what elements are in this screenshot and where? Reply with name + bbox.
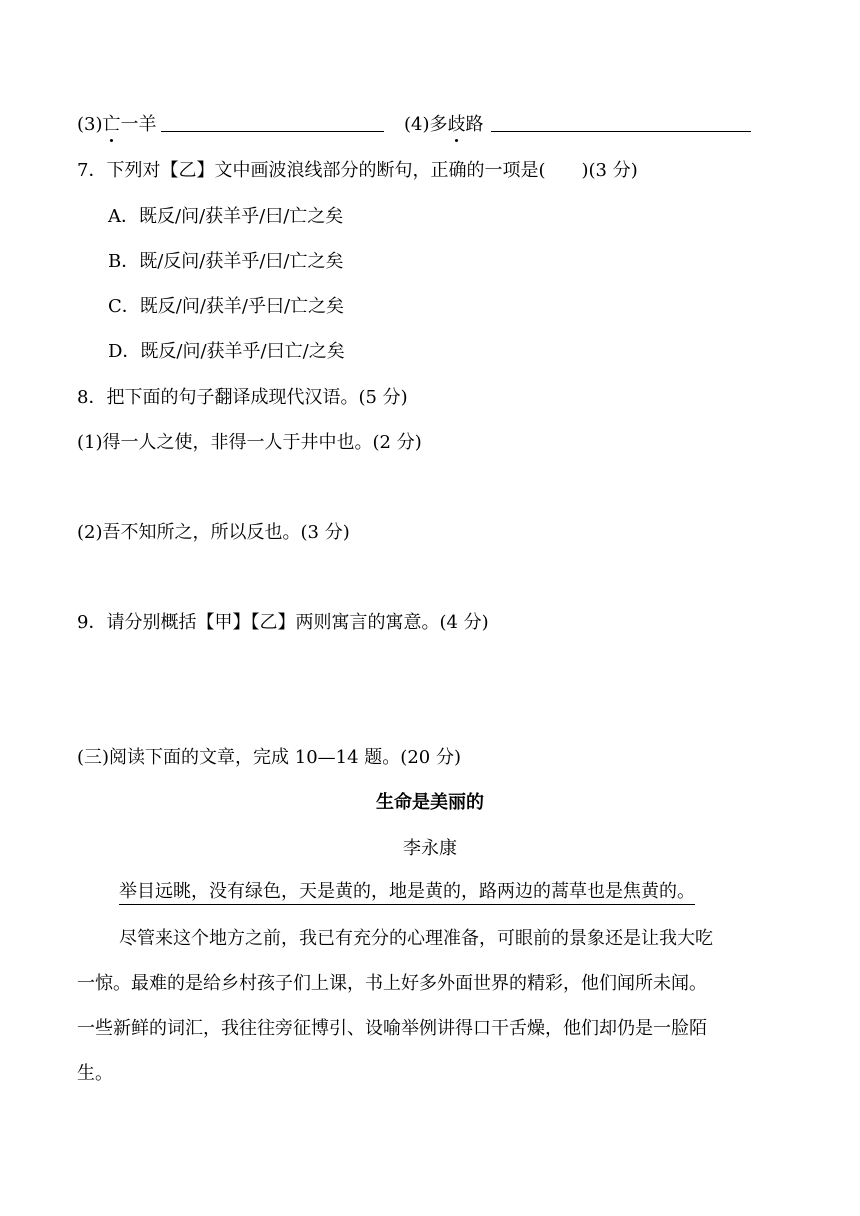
q6-item-4-answer-blank[interactable] bbox=[491, 113, 751, 132]
article-author: 李永康 bbox=[403, 838, 457, 859]
q6-item-4 bbox=[404, 113, 484, 137]
q7-stem-text: 7．下列对【乙】文中画波浪线部分的断句，正确的一项是( bbox=[77, 160, 546, 181]
q6-item-4-dotted-char: 歧 bbox=[447, 114, 466, 135]
q7-option-d: D．既反/问/获羊乎/曰亡/之矣 bbox=[108, 341, 345, 362]
paragraph-line-4: 生。 bbox=[77, 1063, 113, 1084]
q6-item-3-rest: 一羊 bbox=[120, 114, 157, 135]
underlined-sentence-text: 举目远眺，没有绿色，天是黄的，地是黄的，路两边的蒿草也是焦黄的。 bbox=[119, 881, 695, 905]
q8-stem: 8．把下面的句子翻译成现代汉语。(5 分) bbox=[77, 387, 408, 408]
section-3-intro: (三)阅读下面的文章，完成 10—14 题。(20 分) bbox=[77, 747, 461, 768]
paragraph-line-3: 一些新鲜的词汇，我往往旁征博引、设喻举例讲得口干舌燥，他们却仍是一脸陌 bbox=[77, 1018, 707, 1039]
q7-stem bbox=[77, 159, 638, 183]
q6-item-3-answer-blank[interactable] bbox=[161, 113, 384, 132]
q6-item-4-prefix: (4)多 bbox=[404, 114, 448, 135]
paragraph-line-2: 一惊。最难的是给乡村孩子们上课，书上好多外面世界的精彩，他们闻所未闻。 bbox=[77, 973, 707, 994]
q8-sub-question-2: (2)吾不知所之，所以反也。(3 分) bbox=[77, 522, 350, 543]
q7-score: )(3 分) bbox=[581, 160, 638, 181]
q8-sub-question-1: (1)得一人之使，非得一人于井中也。(2 分) bbox=[77, 432, 422, 453]
q6-item-3 bbox=[77, 113, 157, 137]
q7-option-c: C．既反/问/获羊/乎曰/亡之矣 bbox=[108, 296, 345, 317]
q9-stem: 9．请分别概括【甲】【乙】两则寓言的寓意。(4 分) bbox=[77, 612, 489, 633]
article-title: 生命是美丽的 bbox=[376, 792, 484, 813]
underlined-sentence bbox=[119, 880, 695, 904]
q6-item-4-rest: 路 bbox=[465, 114, 484, 135]
q6-item-3-prefix: (3) bbox=[77, 114, 103, 135]
q7-option-b: B．既/反问/获羊乎/曰/亡之矣 bbox=[108, 251, 344, 272]
q6-item-3-dotted-char: 亡 bbox=[102, 114, 121, 135]
q7-option-a: A．既反/问/获羊乎/曰/亡之矣 bbox=[108, 206, 344, 227]
paragraph-line-1: 尽管来这个地方之前，我已有充分的心理准备，可眼前的景象还是让我大吃 bbox=[119, 928, 713, 949]
